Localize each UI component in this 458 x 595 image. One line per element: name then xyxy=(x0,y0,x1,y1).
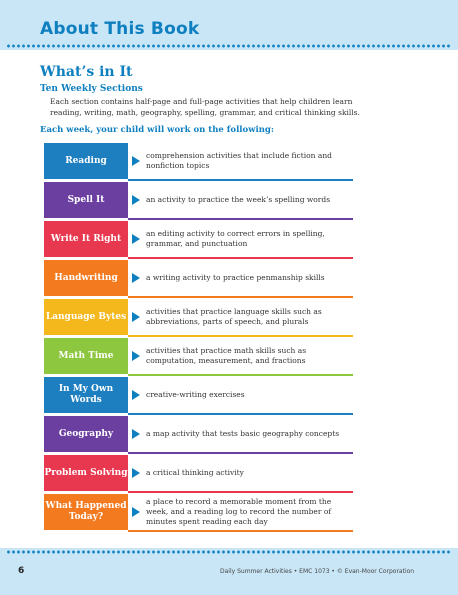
activity-row xyxy=(44,299,353,337)
activity-underline xyxy=(128,452,353,454)
page-title: About This Book xyxy=(40,19,200,39)
section-subtitle: Ten Weekly Sections xyxy=(40,84,143,94)
activity-underline xyxy=(128,335,353,337)
triangle-arrow-icon xyxy=(132,156,140,166)
activity-underline xyxy=(128,413,353,415)
triangle-arrow-icon xyxy=(132,429,140,439)
activity-label-box: Spell It xyxy=(44,182,128,218)
activity-description: a critical thinking activity xyxy=(146,468,244,477)
bottom-dotted-border xyxy=(6,550,452,554)
activity-label-box: Handwriting xyxy=(44,260,128,296)
triangle-arrow-icon xyxy=(132,195,140,205)
activity-label-box: Language Bytes xyxy=(44,299,128,335)
activity-label-box: Reading xyxy=(44,143,128,179)
activity-underline xyxy=(128,296,353,298)
activity-label-box: Problem Solving xyxy=(44,455,128,491)
activity-description: a writing activity to practice penmanship skills xyxy=(146,273,325,282)
activity-underline xyxy=(128,374,353,376)
activity-label-box: Math Time xyxy=(44,338,128,374)
activity-description: an activity to practice the week’s spelling words xyxy=(146,195,331,204)
triangle-arrow-icon xyxy=(132,312,140,322)
footer-credit: Daily Summer Activities • EMC 1073 • © Evan-Moor Corporation xyxy=(220,568,415,575)
section-paragraph: Each section contains half-page and full-page activities that help children learn reading, writing, math, geography, spelling, grammar, and critical thinking skills. xyxy=(50,97,360,117)
activity-description: creative-writing exercises xyxy=(146,390,245,399)
triangle-arrow-icon xyxy=(132,390,140,400)
activity-row xyxy=(44,416,353,454)
activity-label-box: Write It Right xyxy=(44,221,128,257)
activity-underline xyxy=(128,218,353,220)
activity-label-box: In My Own Words xyxy=(44,377,128,413)
activity-underline xyxy=(128,491,353,493)
activity-description: activities that practice math skills such as computation, measurement, and fractions xyxy=(146,346,307,365)
activity-row xyxy=(44,143,353,181)
activity-description: activities that practice language skills such as abbreviations, parts of speech, and plurals xyxy=(146,307,322,326)
activities-lead: Each week, your child will work on the following: xyxy=(40,125,275,135)
triangle-arrow-icon xyxy=(132,507,140,517)
activity-description: comprehension activities that include fiction and nonfiction topics xyxy=(146,151,332,170)
activity-description: an editing activity to correct errors in spelling, grammar, and punctuation xyxy=(146,229,325,248)
activity-underline xyxy=(128,530,353,532)
activity-row xyxy=(44,377,353,415)
activity-description: a map activity that tests basic geography concepts xyxy=(146,429,340,438)
page-number: 6 xyxy=(18,566,25,576)
activity-description: a place to record a memorable moment from the week, and a reading log to record the number of minutes spent reading each day xyxy=(146,497,332,526)
activity-label-box: What Happened Today? xyxy=(44,494,128,530)
activity-underline xyxy=(128,257,353,259)
activity-row xyxy=(44,494,353,532)
activity-underline xyxy=(128,179,353,181)
activity-label-box: Geography xyxy=(44,416,128,452)
activity-row xyxy=(44,221,353,259)
triangle-arrow-icon xyxy=(132,273,140,283)
triangle-arrow-icon xyxy=(132,351,140,361)
section-title: What’s in It xyxy=(40,64,133,80)
top-dotted-border xyxy=(6,44,452,48)
page-header xyxy=(0,0,458,44)
activity-row xyxy=(44,338,353,376)
activity-row xyxy=(44,182,353,220)
triangle-arrow-icon xyxy=(132,468,140,478)
activity-row xyxy=(44,455,353,493)
activity-row xyxy=(44,260,353,298)
triangle-arrow-icon xyxy=(132,234,140,244)
